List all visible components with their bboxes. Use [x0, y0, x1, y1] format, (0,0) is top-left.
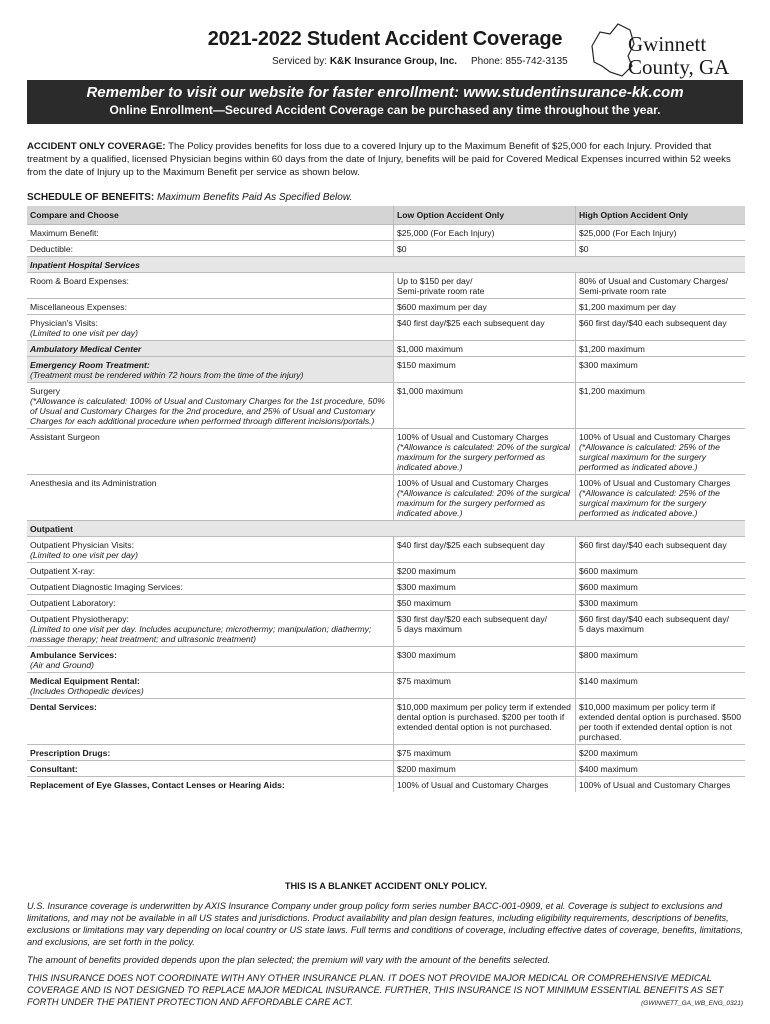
table-header-cell: High Option Accident Only: [576, 206, 746, 225]
high-option-cell: [576, 315, 746, 341]
table-row: [27, 777, 745, 793]
high-option-cell: [576, 595, 746, 611]
high-option-cell: [576, 225, 746, 241]
low-option-value: 100% of Usual and Customary Charges: [397, 432, 549, 442]
high-option-value: 80% of Usual and Customary Charges/ Semi-private room rate: [579, 276, 729, 296]
high-option-cell: [576, 673, 746, 699]
benefit-label: Maximum Benefit:: [30, 228, 99, 238]
low-option-cell: [394, 699, 576, 745]
schedule-heading: [27, 192, 352, 203]
high-option-value: $200 maximum: [579, 748, 638, 758]
low-option-cell: [394, 429, 576, 475]
high-option-note: (*Allowance is calculated: 25% of the surgical maximum for the surgery performed as indicated above.): [579, 442, 720, 472]
section-row: [27, 521, 745, 537]
benefit-label: Outpatient Diagnostic Imaging Services:: [30, 582, 183, 592]
benefit-label: Outpatient Physiotherapy:: [30, 614, 129, 624]
high-option-value: $600 maximum: [579, 566, 638, 576]
high-option-value: $60 first day/$40 each subsequent day: [579, 318, 727, 328]
low-option-cell: [394, 611, 576, 647]
benefit-label: Assistant Surgeon: [30, 432, 100, 442]
low-option-value: $75 maximum: [397, 676, 451, 686]
table-row: [27, 273, 745, 299]
low-option-cell: [394, 563, 576, 579]
section-title: Outpatient: [27, 521, 745, 537]
low-option-cell: [394, 537, 576, 563]
page-title: 2021-2022 Student Accident Coverage: [207, 28, 563, 50]
low-option-cell: [394, 777, 576, 793]
table-row: [27, 225, 745, 241]
low-option-cell: [394, 241, 576, 257]
table-row: [27, 429, 745, 475]
high-option-value: $0: [579, 244, 589, 254]
benefit-label: Miscellaneous Expenses:: [30, 302, 127, 312]
benefit-label-cell: [27, 595, 394, 611]
benefit-label-cell: [27, 699, 394, 745]
low-option-value: $0: [397, 244, 407, 254]
coordination-paragraph: THIS INSURANCE DOES NOT COORDINATE WITH ANY OTHER INSURANCE PLAN. IT DOES NOT PROVIDE MAJOR MEDICAL OR COMPREHENSIVE MEDICAL COVERAGE AND IS NOT DESIGNED TO REPLACE MAJOR MEDICAL INSURANCE. FURTHER, THIS INSURANCE IS NOT MINIMUM ESSENTIAL BENEFITS AS SET FORTH UNDER THE PATIENT PROTECTION AND AFFORDABLE CARE ACT.: [27, 973, 724, 1007]
benefit-label-cell: [27, 537, 394, 563]
benefit-label-cell: [27, 357, 394, 383]
high-option-value: $25,000 (For Each Injury): [579, 228, 677, 238]
benefit-label-cell: [27, 315, 394, 341]
high-option-cell: [576, 699, 746, 745]
table-row: [27, 611, 745, 647]
table-row: [27, 647, 745, 673]
high-option-cell: [576, 241, 746, 257]
table-row: [27, 563, 745, 579]
high-option-value: $10,000 maximum per policy term if extended dental option is purchased. $500 per tooth if extended dental option is not purchased.: [579, 702, 741, 742]
phone-number: Phone: 855-742-3135: [470, 56, 568, 67]
low-option-value: $200 maximum: [397, 566, 456, 576]
serviced-by: [272, 56, 568, 67]
high-option-value: $600 maximum: [579, 582, 638, 592]
benefit-note: (*Allowance is calculated: 100% of Usual and Customary Charges for the 1st procedure, 50% of Usual and Customary Charges for the 2nd procedure, and 25% of Usual and Customary Charges for each additional procedure when performed through different incisions/portals.): [30, 396, 385, 426]
benefit-note: (Limited to one visit per day): [30, 550, 138, 560]
table-row: [27, 595, 745, 611]
intro-lead: ACCIDENT ONLY COVERAGE:: [27, 141, 166, 152]
table-row: [27, 475, 745, 521]
benefit-label: Outpatient X-ray:: [30, 566, 95, 576]
high-option-value: $300 maximum: [579, 360, 638, 370]
benefit-label: Physician's Visits:: [30, 318, 98, 328]
high-option-value: $800 maximum: [579, 650, 638, 660]
high-option-value: $1,200 maximum per day: [579, 302, 676, 312]
benefit-label: Consultant:: [30, 764, 78, 774]
low-option-value: $1,000 maximum: [397, 386, 463, 396]
low-option-value: $150 maximum: [397, 360, 456, 370]
high-option-cell: [576, 761, 746, 777]
intro-text: The Policy provides benefits for loss due to a covered Injury up to the Maximum Benefit of $25,000 for each Injury. Provided that treatment by a qualified, licensed Physician begins within 60 days from the date of Injury, benefits will be paid for Covered Medical Expenses incurred within 52 weeks from the date of Injury up to the Maximum Benefit per service as shown below.: [27, 141, 731, 178]
low-option-value: $25,000 (For Each Injury): [397, 228, 495, 238]
benefit-label: Replacement of Eye Glasses, Contact Lenses or Hearing Aids:: [30, 780, 285, 790]
benefit-label: Outpatient Laboratory:: [30, 598, 116, 608]
high-option-value: $400 maximum: [579, 764, 638, 774]
county-logo: [588, 22, 738, 84]
schedule-lead: SCHEDULE OF BENEFITS:: [27, 192, 155, 203]
low-option-note: (*Allowance is calculated: 20% of the surgical maximum for the surgery performed as indicated above.): [397, 442, 570, 472]
high-option-cell: [576, 383, 746, 429]
enrollment-banner: [27, 80, 743, 124]
section-title: Inpatient Hospital Services: [27, 257, 745, 273]
low-option-cell: [394, 357, 576, 383]
high-option-cell: [576, 273, 746, 299]
low-option-cell: [394, 341, 576, 357]
low-option-cell: [394, 647, 576, 673]
low-option-value: $40 first day/$25 each subsequent day: [397, 540, 545, 550]
low-option-value: $30 first day/$20 each subsequent day/ 5 days maximum: [397, 614, 548, 634]
high-option-cell: [576, 429, 746, 475]
form-code: (GWINNETT_GA_WB_ENG_0321): [641, 1000, 743, 1007]
benefit-note: (Limited to one visit per day): [30, 328, 138, 338]
high-option-value: $1,200 maximum: [579, 344, 645, 354]
table-row: [27, 761, 745, 777]
table-header-row: [27, 206, 745, 225]
high-option-value: 100% of Usual and Customary Charges: [579, 780, 731, 790]
low-option-cell: [394, 673, 576, 699]
low-option-cell: [394, 225, 576, 241]
high-option-cell: [576, 777, 746, 793]
table-row: [27, 341, 745, 357]
low-option-value: $600 maximum per day: [397, 302, 487, 312]
serviced-company: K&K Insurance Group, Inc.: [329, 56, 458, 67]
low-option-cell: [394, 273, 576, 299]
benefit-label: Surgery: [30, 386, 61, 396]
benefit-label-cell: [27, 563, 394, 579]
high-option-cell: [576, 647, 746, 673]
low-option-value: 100% of Usual and Customary Charges: [397, 478, 549, 488]
high-option-value: 100% of Usual and Customary Charges: [579, 432, 731, 442]
low-option-cell: [394, 761, 576, 777]
benefits-table: [27, 206, 745, 792]
serviced-label: Serviced by:: [272, 56, 328, 67]
high-option-cell: [576, 537, 746, 563]
benefit-label-cell: [27, 299, 394, 315]
low-option-cell: [394, 579, 576, 595]
high-option-cell: [576, 745, 746, 761]
banner-line2: Online Enrollment—Secured Accident Coverage can be purchased any time throughout the year.: [109, 103, 661, 117]
benefit-label-cell: [27, 673, 394, 699]
blanket-notice: THIS IS A BLANKET ACCIDENT ONLY POLICY.: [284, 881, 488, 891]
benefit-label-cell: [27, 745, 394, 761]
page-header: [0, 0, 770, 82]
benefit-label-cell: [27, 777, 394, 793]
benefit-label: Anesthesia and its Administration: [30, 478, 157, 488]
high-option-value: $60 first day/$40 each subsequent day/ 5 days maximum: [579, 614, 730, 634]
benefit-amount-paragraph: The amount of benefits provided depends upon the plan selected; the premium will vary with the amount of the benefits selected.: [27, 955, 550, 965]
high-option-cell: [576, 579, 746, 595]
benefit-label-cell: [27, 429, 394, 475]
high-option-cell: [576, 611, 746, 647]
table-row: [27, 315, 745, 341]
high-option-note: (*Allowance is calculated: 25% of the surgical maximum for the surgery performed as indicated above.): [579, 488, 720, 518]
benefit-label: Prescription Drugs:: [30, 748, 111, 758]
table-row: [27, 383, 745, 429]
low-option-cell: [394, 475, 576, 521]
table-row: [27, 699, 745, 745]
benefit-note: (Limited to one visit per day. Includes acupuncture; microthermy; manipulation; diathermy; massage therapy; heat treatment; and ultrasonic treatment): [30, 624, 372, 644]
benefit-label: Emergency Room Treatment:: [30, 360, 150, 370]
low-option-value: $300 maximum: [397, 650, 456, 660]
table-header-cell: Low Option Accident Only: [394, 206, 576, 225]
low-option-cell: [394, 299, 576, 315]
table-row: [27, 579, 745, 595]
table-row: [27, 673, 745, 699]
low-option-value: $200 maximum: [397, 764, 456, 774]
high-option-cell: [576, 563, 746, 579]
table-row: [27, 745, 745, 761]
low-option-cell: [394, 595, 576, 611]
benefit-label-cell: [27, 383, 394, 429]
low-option-value: $50 maximum: [397, 598, 451, 608]
high-option-cell: [576, 341, 746, 357]
table-row: [27, 537, 745, 563]
benefit-note: (Air and Ground): [30, 660, 95, 670]
high-option-cell: [576, 357, 746, 383]
benefit-note: (Includes Orthopedic devices): [30, 686, 144, 696]
schedule-text: Maximum Benefits Paid As Specified Below.: [154, 192, 353, 203]
low-option-value: $10,000 maximum per policy term if extended dental option is purchased. $200 per tooth if extended dental option is not purchased.: [397, 702, 571, 732]
benefit-label: Ambulatory Medical Center: [30, 344, 142, 354]
benefit-label: Outpatient Physician Visits:: [30, 540, 134, 550]
benefit-label: Room & Board Expenses:: [30, 276, 129, 286]
high-option-value: $1,200 maximum: [579, 386, 645, 396]
underwriter-paragraph: U.S. Insurance coverage is underwritten by AXIS Insurance Company under group policy form series number BACC-001-0909, et al. Coverage is subject to exclusions and limitations, and may not be available in all US states and jurisdictions. Product availability and plan design features, including eligibility requirements, descriptions of benefits, exclusions or limitations may vary depending on local country or US state laws. Full terms and conditions of coverage, including effective dates of coverage, benefits, limitations, and exclusions, are set forth in the policy.: [27, 901, 743, 947]
high-option-value: $300 maximum: [579, 598, 638, 608]
high-option-value: $60 first day/$40 each subsequent day: [579, 540, 727, 550]
table-row: [27, 241, 745, 257]
benefit-label-cell: [27, 341, 394, 357]
benefit-label-cell: [27, 579, 394, 595]
benefit-label-cell: [27, 611, 394, 647]
benefit-note: (Treatment must be rendered within 72 hours from the time of the injury): [30, 370, 304, 380]
banner-line1: Remember to visit our website for faster enrollment: www.studentinsurance-kk.com: [86, 84, 684, 101]
low-option-value: Up to $150 per day/ Semi-private room rate: [397, 276, 485, 296]
low-option-value: $300 maximum: [397, 582, 456, 592]
low-option-value: $1,000 maximum: [397, 344, 463, 354]
logo-line2: County, GA: [628, 55, 730, 79]
low-option-value: $75 maximum: [397, 748, 451, 758]
table-row: [27, 299, 745, 315]
table-header-cell: Compare and Choose: [27, 206, 394, 225]
low-option-note: (*Allowance is calculated: 20% of the surgical maximum for the surgery performed as indicated above.): [397, 488, 570, 518]
section-row: [27, 257, 745, 273]
high-option-cell: [576, 299, 746, 315]
benefit-label: Ambulance Services:: [30, 650, 117, 660]
low-option-cell: [394, 315, 576, 341]
low-option-cell: [394, 383, 576, 429]
table-row: [27, 357, 745, 383]
low-option-value: $40 first day/$25 each subsequent day: [397, 318, 545, 328]
benefit-label-cell: [27, 475, 394, 521]
disclaimer-section: [27, 880, 745, 1014]
benefit-label-cell: [27, 273, 394, 299]
benefit-label-cell: [27, 647, 394, 673]
benefit-label-cell: [27, 225, 394, 241]
benefit-label: Dental Services:: [30, 702, 97, 712]
high-option-value: $140 maximum: [579, 676, 638, 686]
benefit-label: Medical Equipment Rental:: [30, 676, 140, 686]
high-option-value: 100% of Usual and Customary Charges: [579, 478, 731, 488]
low-option-cell: [394, 745, 576, 761]
benefit-label: Deductible:: [30, 244, 73, 254]
benefit-label-cell: [27, 241, 394, 257]
high-option-cell: [576, 475, 746, 521]
benefit-label-cell: [27, 761, 394, 777]
coverage-intro: [27, 140, 745, 179]
logo-line1: Gwinnett: [628, 32, 707, 56]
low-option-value: 100% of Usual and Customary Charges: [397, 780, 549, 790]
